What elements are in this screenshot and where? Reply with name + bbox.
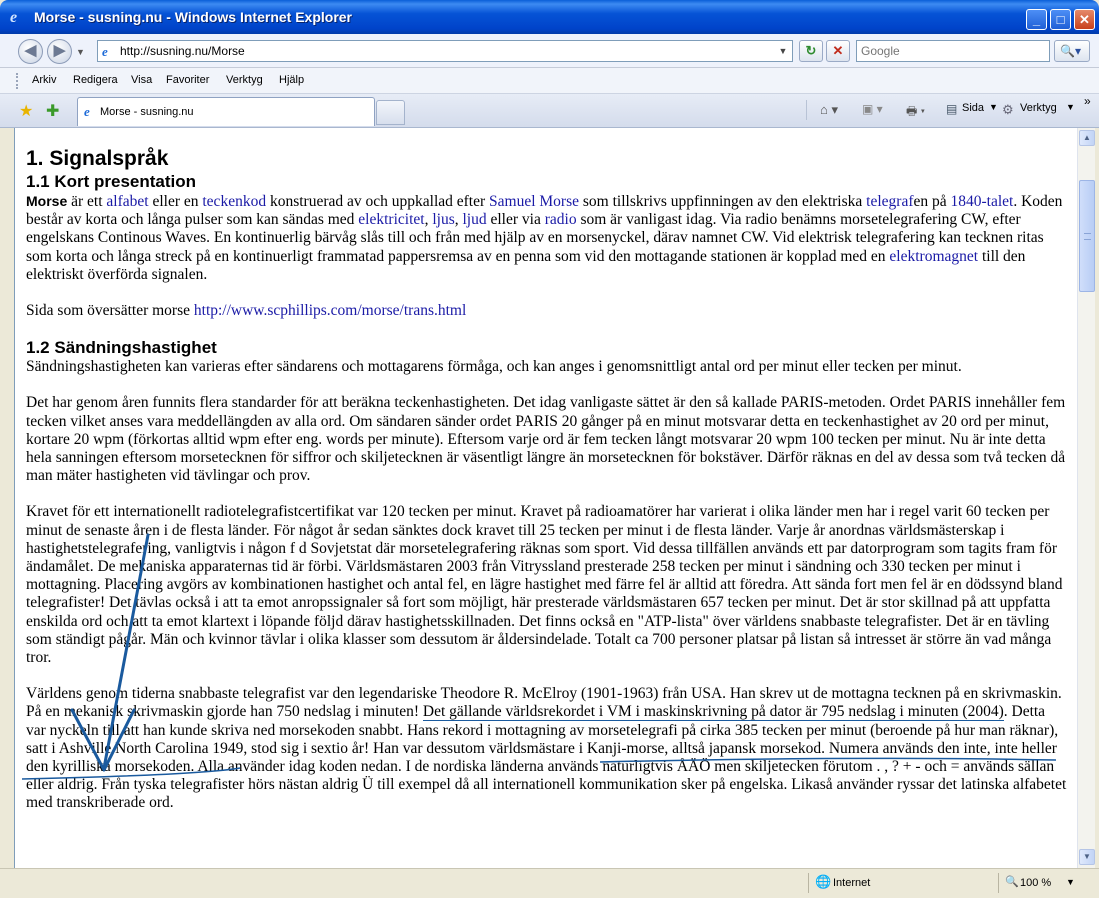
add-favorite-icon[interactable]: ✚ (46, 103, 60, 120)
address-dropdown-icon[interactable]: ▼ (778, 46, 788, 56)
home-button[interactable]: ⌂ ▾ (820, 102, 838, 117)
search-box[interactable] (856, 40, 1050, 62)
toolbar-grip (16, 73, 18, 89)
status-divider (808, 873, 809, 893)
url-input[interactable] (120, 44, 760, 58)
paragraph-translator (26, 302, 1068, 320)
scroll-up-button[interactable]: ▲ (1079, 130, 1095, 146)
search-input[interactable] (861, 44, 1045, 58)
paragraph-speed-intro: Sändningshastigheten kan varieras efter sändarens och mottagarens förmåga, och kan anges i genomsnittligt antal ord per minut eller tecken per minut. (26, 358, 962, 376)
text-span: till den elektriskt överförda signalen. (26, 247, 1026, 283)
tab-morse[interactable] (77, 97, 375, 126)
link-samuel-morse[interactable]: Samuel Morse (489, 193, 580, 210)
status-divider (998, 873, 999, 893)
highlighted-record-text: Det gällande världsrekordet i VM i maskinskrivning på dator är 795 nedslag i minuten (2004) (422, 703, 1004, 721)
menu-bar (0, 68, 1099, 94)
scroll-down-button[interactable]: ▼ (1079, 849, 1095, 865)
tools-menu-button[interactable]: Verktyg (1020, 102, 1057, 114)
favorites-star-icon[interactable]: ★ (19, 103, 34, 120)
text-span: en på (913, 193, 951, 210)
link-alfabet[interactable]: alfabet (106, 193, 149, 210)
address-bar[interactable] (97, 40, 793, 62)
menu-hjalp[interactable]: Hjälp (279, 74, 305, 86)
link-ljus[interactable]: ljus (432, 211, 455, 229)
text-span: , (424, 211, 433, 229)
link-elektricitet[interactable]: elektricitet (358, 211, 425, 229)
zoom-level[interactable]: 100 % (1020, 877, 1052, 889)
text-span: eller via (486, 211, 545, 229)
status-bar (0, 868, 1099, 898)
page-menu-dropdown-icon[interactable]: ▼ (989, 102, 998, 112)
paragraph-certificate: Kravet för ett internationellt radiotelegrafistcertifikat var 120 tecken per minut. Kravet på radioamatörer har varierat i olika länder men har i regel varit 60 tecken per minut de senaste åren i de flesta länder. För något år sedan sänktes dock kravet till 25 tecken per minut i de flesta länder. Varje år anordnas världsmästerskap i hastighetstelegrafering, vanligtvis i någon f d Sovjetstat där morsetelegrafering räknas som sport. Vid dessa tillfällen används ett par datorprogram som tagits fram för ändamålet. De mekaniska apparaternas tid är förbi. Världsmästaren 2003 från Vitryssland presterade 258 tecken per minut i sändning och 330 tecken per minut i mottagning. Placering avgörs av kombinationen hastighet och antal fel, en lägre hastighet med färre fel är alltid att föredra. Att sända fort men fel är en dödssynd bland telegrafister! Det tävlas också i att ta emot anropssignaler så fort som möjligt, här presterade världsmästaren 657 tecken per minut. Det är stor skillnad på att uppfatta enskilda ord och att ta emot klartext i löpande följd därav hastighetsskillnaden. Det finns också en "ATP-lista" över världens snabbaste telegrafister. Det är en tävling som ständigt pågår. Män och kvinnor tävlar i olika klasser som dessutom är åldersindelade. Totalt ca 700 personer platsar på listan så intresset är större än vad många tror. (26, 503, 1063, 667)
minimize-button[interactable]: _ (1026, 9, 1047, 30)
page-icon: e (102, 44, 108, 59)
text-span: . Koden består av korta och långa pulser som kan sändas med (26, 193, 1063, 229)
tools-dropdown-icon[interactable]: ▼ (1066, 102, 1075, 112)
link-elektromagnet[interactable]: elektromagnet (889, 247, 979, 265)
paragraph-paris: Det har genom åren funnits flera standarder för att beräkna teckenhastigheten. Det idag vanligaste sättet är den så kallade PARIS-metoden. Ordet PARIS innehåller fem tecken vilket anses vara meddellängden av alla ord. Om sändaren sänder ordet PARIS 20 gånger på en minut motsvarar detta en teckenhastighet av 20 ord per minut, kortare 20 wpm (förkortas alltid wpm efter eng. words per minute). Eftersom varje ord är fem tecken långt motsvarar 20 wpm 100 tecken per minut. Nu är inte detta hela sanningen eftersom morsetecknen för siffror och skiljetecknen är väsentligt längre än morsetecknen för bokstäver. Därför räknas en del av dessa som två tecken då man mäter hastigheten vid tävlingar och prov. (26, 394, 1066, 485)
article (26, 146, 1068, 813)
menu-redigera[interactable]: Redigera (73, 74, 118, 86)
text-span: eller en (148, 193, 203, 210)
close-button[interactable]: ✕ (1074, 9, 1095, 30)
globe-icon: 🌐 (815, 874, 832, 889)
print-button[interactable]: 🖶 ▾ (906, 104, 926, 118)
security-zone: Internet (833, 877, 871, 889)
zoom-dropdown-icon[interactable]: ▼ (1066, 877, 1075, 887)
tools-gear-icon: ⚙ (1002, 102, 1014, 117)
text-span: Sida som översätter morse (26, 302, 194, 320)
ie-logo-icon: e (10, 9, 18, 26)
tab-bar (0, 94, 1099, 128)
address-toolbar (0, 34, 1099, 68)
more-commands-button[interactable]: » (1084, 94, 1091, 108)
heading-signalsprak: 1. Signalspråk (26, 147, 169, 170)
link-translator-url[interactable]: http://www.scphillips.com/morse/trans.html (193, 302, 467, 320)
paragraph-mcelroy (26, 685, 1068, 812)
forward-button[interactable]: ▶ (47, 39, 72, 64)
link-ljud[interactable]: ljud (462, 211, 487, 229)
text-span: konstruerad av och uppkallad efter (266, 193, 490, 210)
vertical-scrollbar[interactable] (1077, 128, 1095, 868)
command-separator (806, 100, 807, 120)
link-teckenkod[interactable]: teckenkod (202, 193, 267, 210)
menu-favoriter[interactable]: Favoriter (166, 74, 210, 86)
heading-kort-presentation: 1.1 Kort presentation (26, 172, 197, 191)
history-dropdown-icon[interactable]: ▼ (76, 47, 85, 57)
page-menu-button[interactable]: Sida (962, 102, 985, 114)
window-title: Morse - susning.nu - Windows Internet Explorer (34, 9, 353, 25)
page-viewport[interactable] (14, 128, 1077, 868)
zoom-icon: 🔍 (1005, 876, 1019, 888)
text-span: är ett (67, 193, 107, 210)
text-span: . Detta var nyckeln till att han kunde skriva ned morsekoden snabbt. Hans rekord i mottagning av morsetelegrafi på cirka 385 tecken per minut (beroende på hur man räknar), satt i Ashville North Carolina 1949, stod sig i sextio år! Han var dessutom världsmästare i Kanji-morse, alltså japansk morsekod. Numera används den inte, inte heller den kyrilliska morsekoden. Alla använder idag koden nedan. I de nordiska länderna används naturligtvis ÅÄÖ men skiljetecken förutom . , ? + - och = används sällan eller aldrig. Från tyska telegrafister hörs nästan aldrig Ü till exempel då all internationell kommunikation sker på engelska. Likaså använder ryssar det latinska alfabetet med transkriberade ord. (26, 703, 1067, 812)
link-radio[interactable]: radio (544, 211, 577, 229)
maximize-button[interactable]: □ (1050, 9, 1071, 30)
refresh-button[interactable]: ↻ (799, 40, 823, 62)
page-menu-icon: ▤ (946, 102, 958, 116)
menu-visa[interactable]: Visa (131, 74, 153, 86)
heading-sandningshastighet: 1.2 Sändningshastighet (26, 338, 217, 358)
new-tab-button[interactable] (376, 100, 405, 125)
stop-button[interactable]: ✕ (826, 40, 850, 62)
scroll-thumb[interactable] (1079, 180, 1095, 292)
link-telegraf[interactable]: telegraf (866, 193, 914, 210)
scroll-thumb-grip (1084, 233, 1091, 240)
search-button[interactable]: 🔍▾ (1054, 40, 1090, 62)
tab-page-icon: e (84, 104, 90, 119)
text-span: Världens genom tiderna snabbaste telegrafist var den legendariske Theodore R. McElroy (1901-1963) från USA. Han skrev ut de mottagna tecknen på en skrivmaskin. På en mekanisk skrivmaskin gjorde han 750 nedslag i minuten! (26, 685, 1062, 721)
back-button[interactable]: ◀ (18, 39, 43, 64)
menu-verktyg[interactable]: Verktyg (226, 74, 263, 86)
text-span: som tillskrivs uppfinningen av den elektriska (579, 193, 867, 210)
window-titlebar[interactable] (0, 0, 1099, 34)
paragraph-intro (26, 192, 1068, 284)
feeds-button[interactable]: ▣ ▾ (862, 102, 883, 116)
text-span: , (454, 211, 463, 229)
menu-arkiv[interactable]: Arkiv (32, 74, 57, 86)
term-morse: Morse (26, 193, 68, 209)
tab-label: Morse - susning.nu (100, 106, 194, 118)
text-span: som är vanligast idag. Via radio benämns morsetelegrafering CW, efter engelskans Continous Waves. En kontinuerlig bärvåg slås till och från med hjälp av en morsenyckel, därav namnet CW. Vid elektrisk telegrafering kan tecknen ritas som korta och långa streck på en kontinuerligt frammatad pappersremsa av en penna som vid den mottagande stationen är kopplad med en (26, 211, 1044, 265)
link-1840-talet[interactable]: 1840-talet (950, 193, 1014, 210)
